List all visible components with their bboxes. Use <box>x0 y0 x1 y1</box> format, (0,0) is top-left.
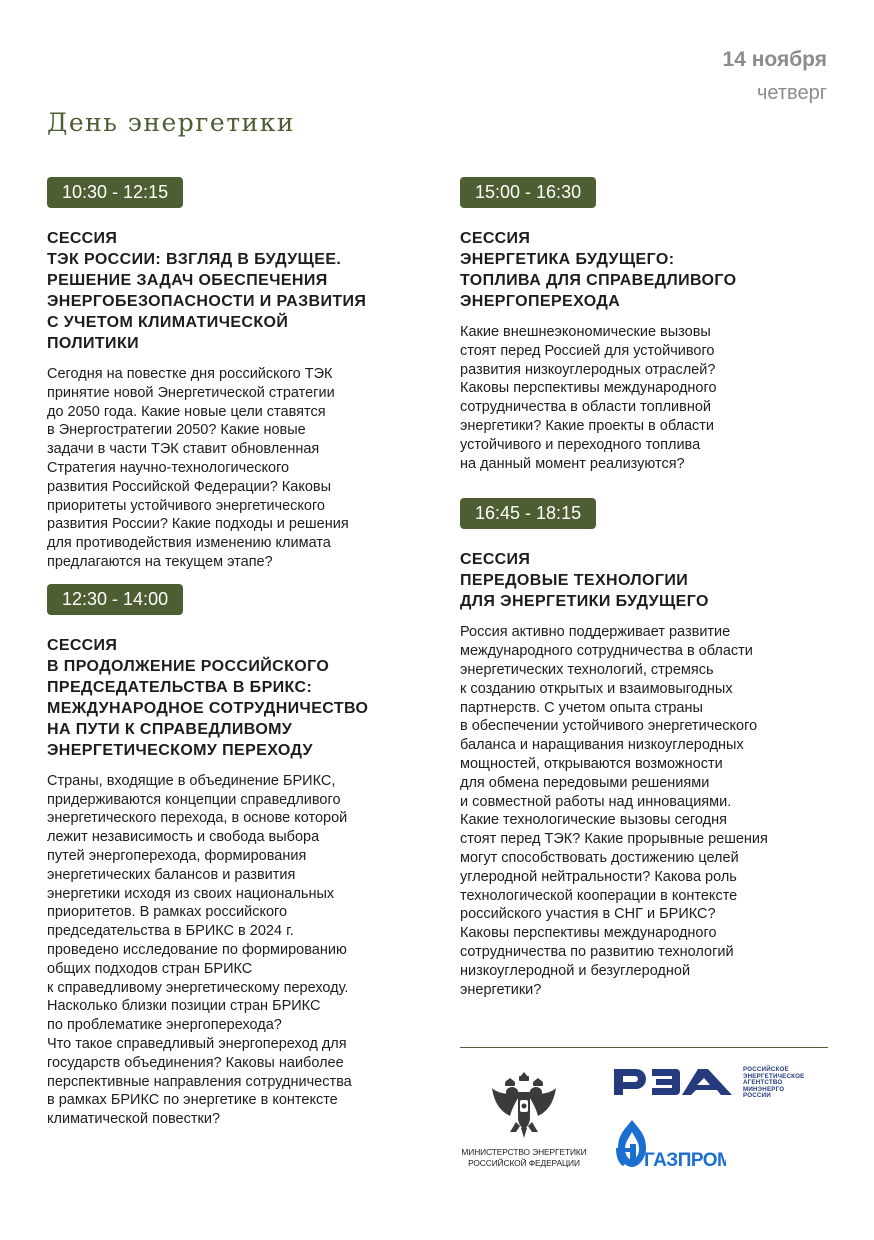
date-day: 14 ноября <box>722 48 827 71</box>
gazprom-wordmark: ГАЗПРОМ <box>644 1150 726 1170</box>
right-column <box>460 177 830 999</box>
session-block <box>47 584 407 1129</box>
footer-divider <box>460 1047 828 1048</box>
rea-caption: РОССИЙСКОЕ ЭНЕРГЕТИЧЕСКОЕ АГЕНТСТВО МИНЭНЕРГО РОССИИ <box>743 1066 805 1100</box>
minenergo-logo <box>458 1066 590 1169</box>
session-description: Какие внешнеэкономические вызовы стоят перед Россией для устойчивого развития низкоуглеродных отраслей? Каковы перспективы международного сотрудничества в области топливной энергетики? Какие проекты в области устойчивого и переходного топлива на данный момент реализуются? <box>460 324 717 472</box>
session-description: Сегодня на повестке дня российского ТЭК принятие новой Энергетической стратегии до 2050 года. Какие новые цели ставятся в Энергостратегии 2050? Какие новые задачи в части ТЭК ставит обновленная Стратегия научно-технологического развития Российской Федерации? Каковы приоритеты устойчивого энергетического развития России? Какие подходы и решения для противодействия изменению климата предлагаются на текущем этапе? <box>47 366 349 570</box>
rea-logo <box>614 1068 732 1101</box>
session-title: ЭНЕРГЕТИКА БУДУЩЕГО: ТОПЛИВА ДЛЯ СПРАВЕДЛИВОГО ЭНЕРГОПЕРЕХОДА <box>460 251 737 310</box>
session-title: ТЭК РОССИИ: ВЗГЛЯД В БУДУЩЕЕ. РЕШЕНИЕ ЗАДАЧ ОБЕСПЕЧЕНИЯ ЭНЕРГОБЕЗОПАСНОСТИ И РАЗВИТИЯ С УЧЕТОМ КЛИМАТИЧЕСКОЙ ПОЛИТИКИ <box>47 251 367 352</box>
left-column <box>47 177 407 1129</box>
gazprom-flame-icon <box>614 1118 726 1170</box>
session-block <box>460 177 830 473</box>
page-title: День энергетики <box>47 108 295 137</box>
session-label: СЕССИЯ <box>47 636 118 654</box>
session-description: Страны, входящие в объединение БРИКС, придерживаются концепции справедливого энергетического перехода, в основе которой лежит независимость и свобода выбора путей энергоперехода, формирования энергетических балансов и развития энергетики исходя из своих национальных приоритетов. В рамках российского председательства в БРИКС в 2024 г. проведено исследование по формированию общих подходов стран БРИКС к справедливому энергетическому переходу. Насколько близки позиции стран БРИКС по проблематике энергоперехода? Что такое справедливый энергопереход для государств объединения? Каковы наиболее перспективные направления сотрудничества в рамках БРИКС по энергетике в контексте климатической повестки? <box>47 772 352 1128</box>
time-badge: 16:45 - 18:15 <box>460 498 596 529</box>
event-date <box>723 46 827 108</box>
date-weekday: четверг <box>757 82 827 104</box>
session-description: Россия активно поддерживает развитие международного сотрудничества в области энергетических технологий, стремясь к созданию открытых и взаимовыгодных партнерств. С учетом опыта страны в обеспечении устойчивого энергетического баланса и наращивания низкоуглеродных мощностей, открываются возможности для обмена передовыми решениями и совместной работы над инновациями. Какие технологические вызовы сегодня стоят перед ТЭК? Какие прорывные решения могут способствовать достижению целей углеродной нейтральности? Какова роль технологической кооперации в контексте российского участия в СНГ и БРИКС? Каковы перспективы международного сотрудничества по развитию технологий низкоуглеродной и безуглеродной энергетики? <box>460 624 768 998</box>
gazprom-logo <box>614 1118 726 1175</box>
session-title: ПЕРЕДОВЫЕ ТЕХНОЛОГИИ ДЛЯ ЭНЕРГЕТИКИ БУДУЩЕГО <box>460 572 709 611</box>
session-label: СЕССИЯ <box>460 551 531 569</box>
session-label: СЕССИЯ <box>460 230 531 247</box>
time-badge: 12:30 - 14:00 <box>47 584 183 615</box>
session-title: В ПРОДОЛЖЕНИЕ РОССИЙСКОГО ПРЕДСЕДАТЕЛЬСТВА В БРИКС: МЕЖДУНАРОДНОЕ СОТРУДНИЧЕСТВО НА ПУТИ К СПРАВЕДЛИВОМУ ЭНЕРГЕТИЧЕСКОМУ ПЕРЕХОДУ <box>47 657 369 759</box>
session-block <box>460 498 830 999</box>
coat-of-arms-icon <box>488 1066 560 1140</box>
time-badge: 10:30 - 12:15 <box>47 177 183 208</box>
rea-logo-mark <box>614 1068 732 1096</box>
minenergo-caption: МИНИСТЕРСТВО ЭНЕРГЕТИКИ РОССИЙСКОЙ ФЕДЕРАЦИИ <box>461 1147 587 1168</box>
session-block <box>47 177 407 572</box>
session-label: СЕССИЯ <box>47 230 118 247</box>
time-badge: 15:00 - 16:30 <box>460 177 596 208</box>
